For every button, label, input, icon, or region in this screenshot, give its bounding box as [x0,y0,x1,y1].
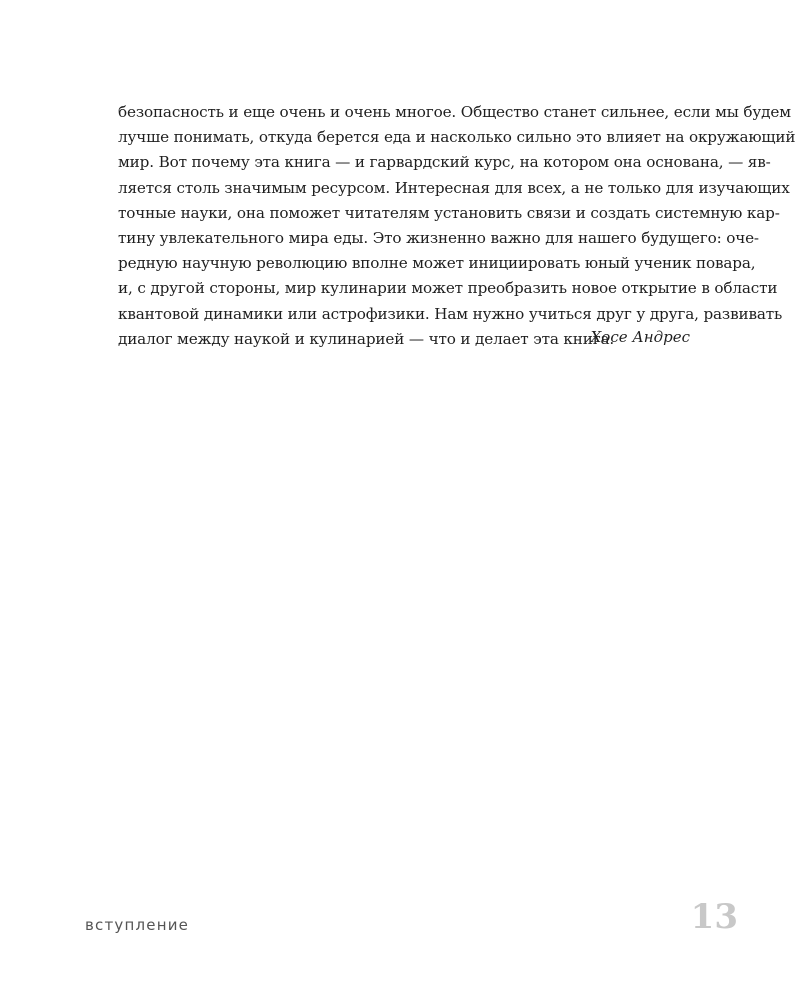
body-line: квантовой динамики или астрофизики. Нам нужно учиться друг у друга, развивать [118,304,783,323]
body-line: диалог между наукой и кулинарией — что и делает эта книга. [118,329,615,348]
body-line: точные науки, она поможет читателям установить связи и создать системную кар- [118,203,780,222]
running-head: вступление [85,916,190,934]
body-line: лучше понимать, откуда берется еда и насколько сильно это влияет на окружающий [118,128,796,147]
body-line: ляется столь значимым ресурсом. Интересная для всех, а не только для изучающих [118,178,790,197]
body-line: мир. Вот почему эта книга — и гарвардский курс, на котором она основана, — яв- [118,153,771,172]
author-signature: Хосе Андрес [590,328,690,346]
body-line: и, с другой стороны, мир кулинарии может преобразить новое открытие в области [118,279,778,298]
page-number: 13 [690,897,738,937]
body-line: безопасность и еще очень и очень многое. Общество станет сильнее, если мы будем [118,103,791,121]
body-line: редную научную революцию вполне может инициировать юный ученик повара, [118,254,756,273]
body-line: тину увлекательного мира еды. Это жизненно важно для нашего будущего: оче- [118,228,759,247]
body-paragraph [118,100,796,352]
